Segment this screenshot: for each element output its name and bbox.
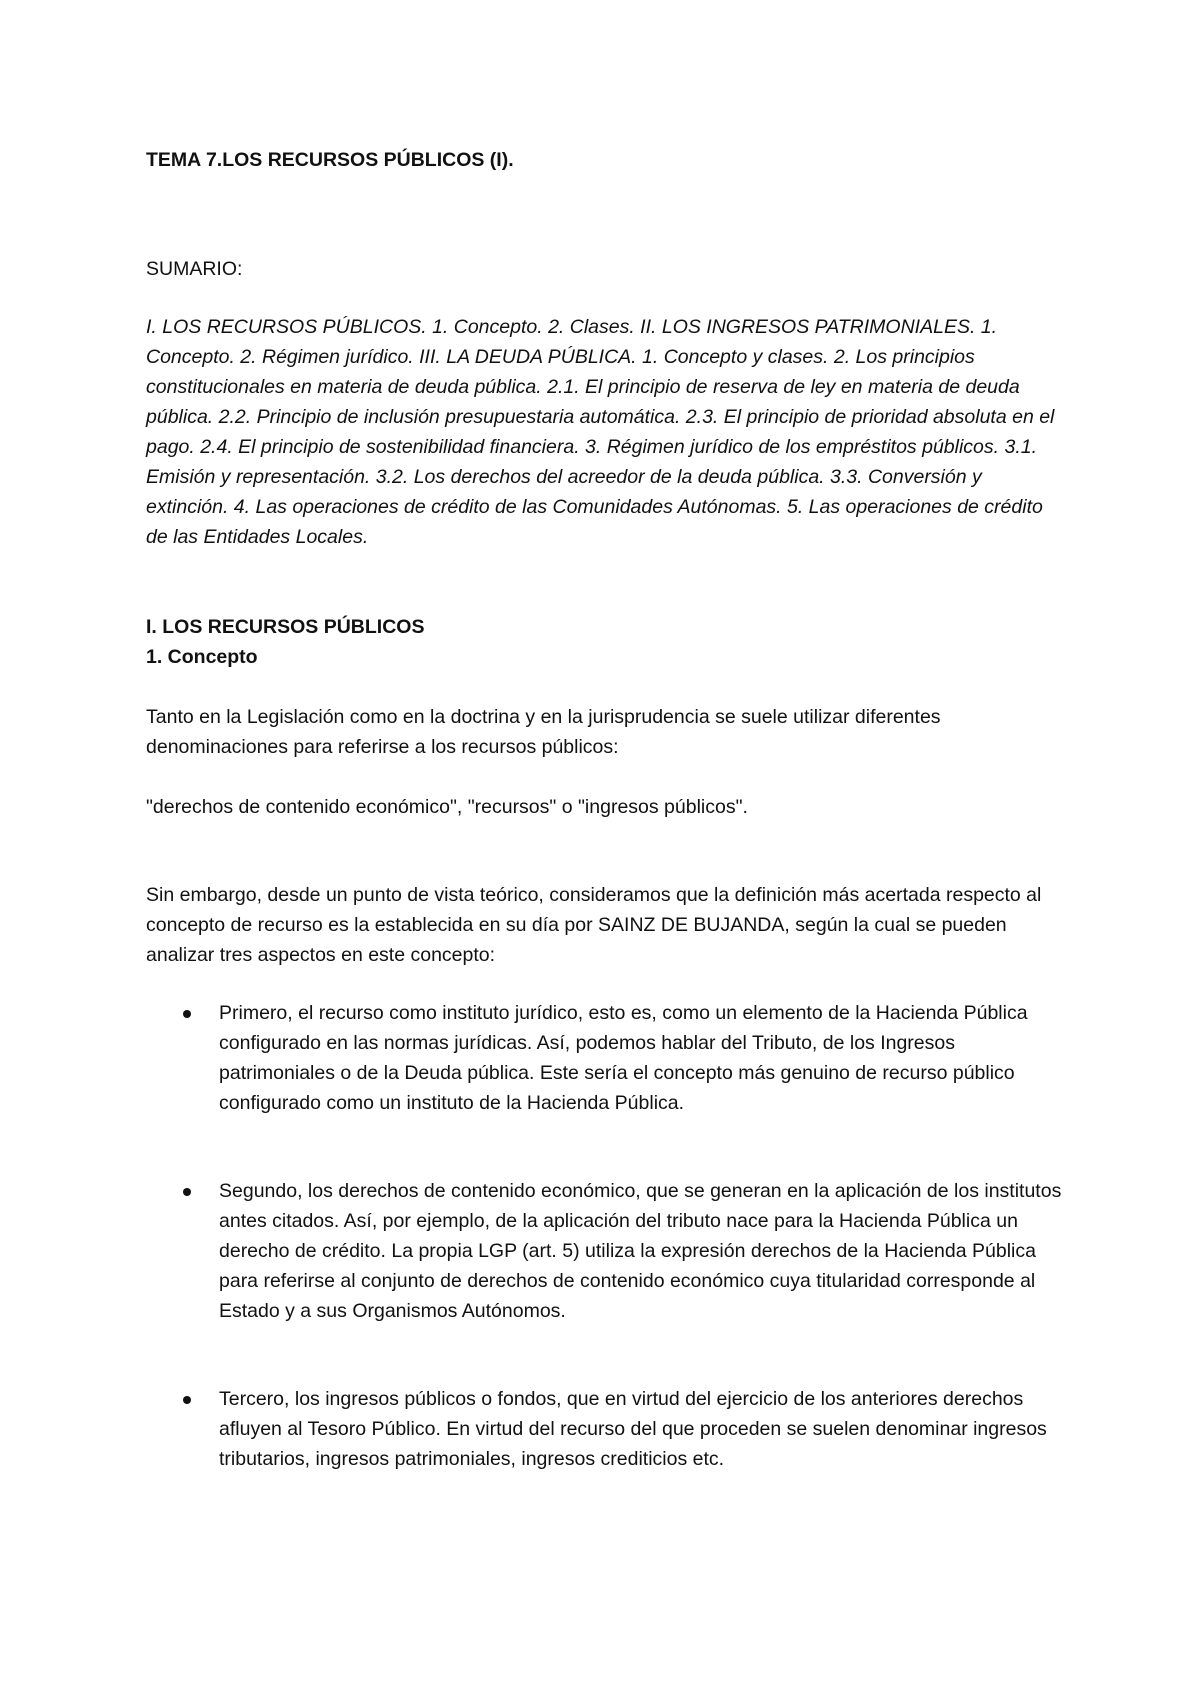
list-item <box>146 998 1066 1118</box>
subsection-heading: 1. Concepto <box>146 646 258 668</box>
aspects-list <box>146 998 1066 1474</box>
paragraph-intro: Tanto en la Legislación como en la doctrina y en la jurisprudencia se suele utilizar diferentes denominaciones para referirse a los recursos públicos: <box>146 706 941 758</box>
section-heading: I. LOS RECURSOS PÚBLICOS <box>146 616 425 638</box>
document-page <box>146 146 1066 1474</box>
list-item-text: Segundo, los derechos de contenido económico, que se generan en la aplicación de los institutos antes citados. Así, por ejemplo, de la aplicación del tributo nace para la Hacienda Pública un derecho de crédito. La propia LGP (art. 5) utiliza la expresión derechos de la Hacienda Pública para referirse al conjunto de derechos de contenido económico cuya titularidad corresponde al Estado y a sus Organismos Autónomos. <box>219 1180 1062 1322</box>
paragraph-quote: "derechos de contenido económico", "recursos" o "ingresos públicos". <box>146 796 748 818</box>
paragraph-sainz: Sin embargo, desde un punto de vista teórico, consideramos que la definición más acertada respecto al concepto de recurso es la establecida en su día por SAINZ DE BUJANDA, según la cual se pueden analizar tres aspectos en este concepto: <box>146 884 1042 966</box>
bullet-icon <box>183 1188 191 1196</box>
bullet-icon <box>183 1010 191 1018</box>
list-item <box>146 1176 1066 1326</box>
list-item-text: Primero, el recurso como instituto jurídico, esto es, como un elemento de la Hacienda Pública configurado en las normas jurídicas. Así, podemos hablar del Tributo, de los Ingresos patrimoniales o de la Deuda pública. Este sería el concepto más genuino de recurso público configurado como un instituto de la Hacienda Pública. <box>219 1002 1028 1114</box>
sumario-text: I. LOS RECURSOS PÚBLICOS. 1. Concepto. 2. Clases. II. LOS INGRESOS PATRIMONIALES. 1. Concepto. 2. Régimen jurídico. III. LA DEUDA PÚBLICA. 1. Concepto y clases. 2. Los principios constitucionales en materia de deuda pública. 2.1. El principio de reserva de ley en materia de deuda pública. 2.2. Principio de inclusión presupuestaria automática. 2.3. El principio de prioridad absoluta en el pago. 2.4. El principio de sostenibilidad financiera. 3. Régimen jurídico de los empréstitos públicos. 3.1. Emisión y representación. 3.2. Los derechos del acreedor de la deuda pública. 3.3. Conversión y extinción. 4. Las operaciones de crédito de las Comunidades Autónomas. 5. Las operaciones de crédito de las Entidades Locales. <box>146 316 1055 548</box>
list-item <box>146 1384 1066 1474</box>
list-item-text: Tercero, los ingresos públicos o fondos, que en virtud del ejercicio de los anteriores derechos afluyen al Tesoro Público. En virtud del recurso del que proceden se suelen denominar ingresos tributarios, ingresos patrimoniales, ingresos crediticios etc. <box>219 1388 1047 1470</box>
document-title: TEMA 7.LOS RECURSOS PÚBLICOS (I). <box>146 149 514 171</box>
sumario-label: SUMARIO: <box>146 258 243 280</box>
bullet-icon <box>183 1396 191 1404</box>
